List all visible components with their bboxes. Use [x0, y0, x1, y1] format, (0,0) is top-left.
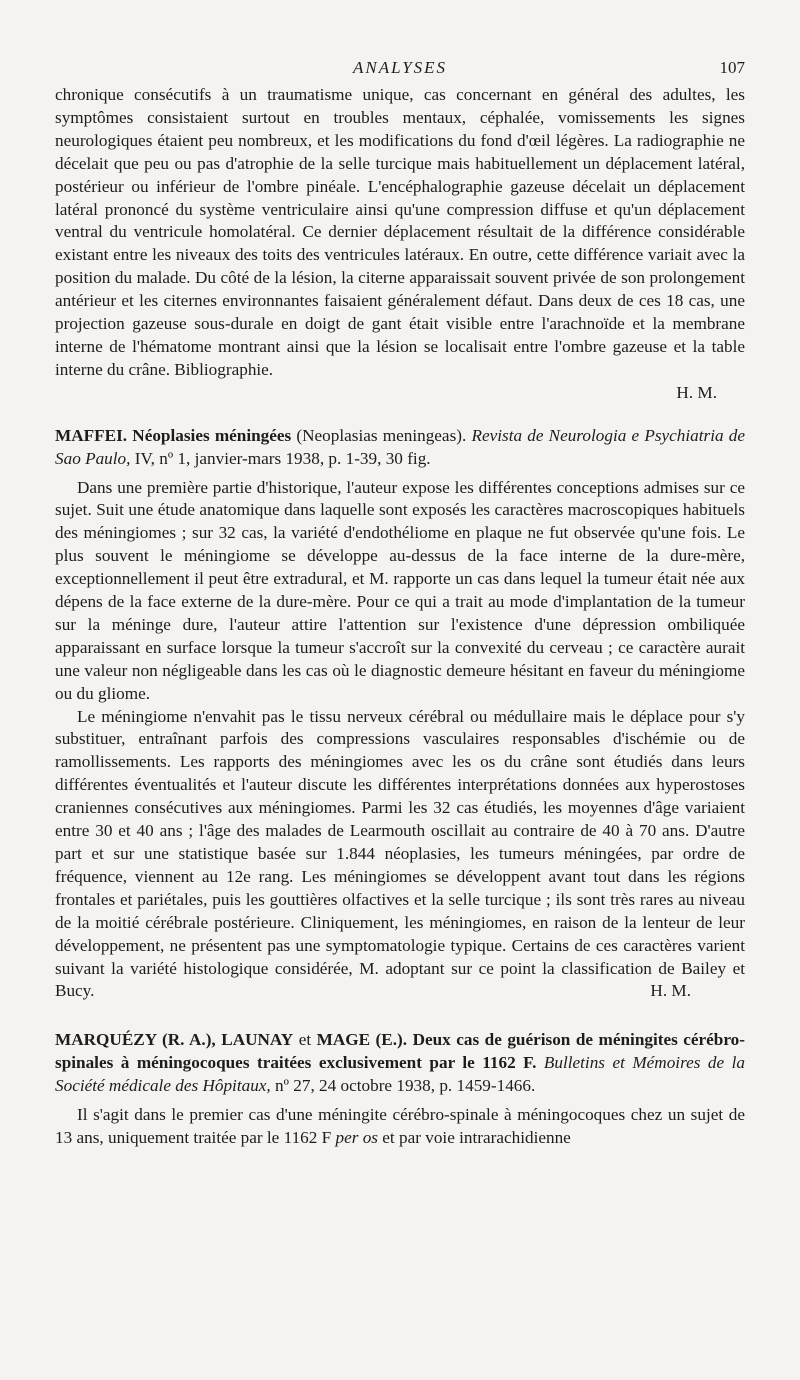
review-title: Deux cas de guérison de méningites cérébro-spinales à méningocoques traitées exclusivement par le 1162 F. — [55, 1030, 745, 1073]
review-paragraph-start: Il s'agit dans le premier cas d'une méningite cérébro-spinale à méningocoques chez un sujet de 13 ans, uniquement traitée par le 1162 F — [55, 1105, 745, 1147]
page-number: 107 — [719, 58, 745, 77]
review-maffei — [55, 425, 745, 1004]
review-signature: H. M. — [650, 981, 691, 1001]
review-signature: H. M. — [676, 382, 717, 402]
review-continued — [55, 84, 745, 405]
review-title-translation: (Neoplasias meningeas). — [296, 425, 467, 445]
review-journal: Bulletins et Mémoires de la Société médicale des Hôpitaux, — [55, 1053, 745, 1096]
review-journal: Revista de Neurologia e Psychiatria de Sao Paulo, — [55, 425, 746, 468]
review-paragraph-italic: per os — [335, 1127, 378, 1147]
page — [55, 58, 745, 1150]
running-head — [55, 58, 745, 84]
review-paragraph-end: et par voie intrarachidienne — [382, 1127, 571, 1147]
running-title: ANALYSES — [352, 58, 448, 77]
review-title: Néoplasies méningées — [132, 425, 292, 445]
review-author: MARQUÉZY (R. A.), — [55, 1030, 216, 1050]
review-heading — [55, 1029, 745, 1098]
review-citation: IV, nº 1, janvier-mars 1938, p. 1-39, 30 fig. — [134, 448, 431, 468]
review-paragraph — [55, 1104, 745, 1150]
review-author-conjunction: et — [298, 1030, 312, 1050]
review-paragraph-text: Le méningiome n'envahit pas le tissu nerveux cérébral ou médullaire mais le déplace pour s'y substituer, entraînant parfois des compressions vasculaires responsables d'ischémie ou de ramollissements. Les rapports des méningiomes avec les os du crâne sont étudiés dans leurs différentes éventualités et l'auteur discute les différentes interprétations données aux hyperostoses craniennes consécutives aux méningiomes. Parmi les 32 cas étudiés, les moyennes d'âge variaient entre 30 et 40 ans ; l'âge des malades de Learmouth oscillait au contraire de 40 à 70 ans. D'autre part et sur une statistique basée sur 1.844 néoplasies, les tumeurs méningées, par ordre de fréquence, viennent au 12e rang. Les méningiomes se développent avant tout dans les régions frontales et pariétales, puis les gouttières olfactives et la selle turcique ; ils sont très rares au niveau de la moitié cérébrale postérieure. Cliniquement, les méningiomes, en raison de la lenteur de leur développement, ne présentent pas une symptomatologie typique. Certains de ces caractères varient suivant la variété histologique considérée, M. adoptant sur ce point la classification de Bailey et Bucy. — [55, 706, 745, 1001]
review-author: MAGE (E.). — [316, 1030, 408, 1050]
review-heading — [55, 425, 745, 471]
review-marquezy — [55, 1029, 745, 1150]
review-author: LAUNAY — [221, 1030, 294, 1050]
review-author: MAFFEI. — [55, 425, 128, 445]
review-paragraph: Dans une première partie d'historique, l'auteur expose les différentes conceptions admises sur ce sujet. Suit une étude anatomique dans laquelle sont exposés les caractères macroscopiques habituels des méningiomes ; sur 32 cas, la variété d'endothéliome en plaque ne fut observée qu'une fois. Le plus souvent le méningiome se développe au-dessus de la face interne de la dure-mère, exceptionnellement il peut être extradural, et M. rapporte un cas dans lequel la tumeur était née aux dépens de la face externe de la dure-mère. Pour ce qui a trait au mode d'implantation de la tumeur sur la méninge dure, l'auteur attire l'attention sur l'existence d'une dépression ombiliquée apparaissant en surface lorsque la tumeur s'accroît sur la convexité du cerveau ; ce caractère aurait une valeur non négligeable dans les cas où le diagnostic demeure hésitant en faveur du méningiome ou du gliome. — [55, 477, 745, 703]
review-paragraph: chronique consécutifs à un traumatisme unique, cas concernant en général des adultes, les symptômes consistaient surtout en troubles mentaux, céphalée, vomissements les signes neurologiques étaient peu nombreux, et les modifications du fond d'œil légères. La radiographie ne décelait que peu ou pas d'atrophie de la selle turcique mais habituellement un déplacement latéral, postérieur ou inférieur de l'ombre pinéale. L'encéphalographie gazeuse décelait un déplacement latéral prononcé du système ventriculaire ainsi qu'une compression diffuse et qu'un déplacement ventral du ventricule homolatéral. Ce dernier déplacement résultait de la différence considérable existant entre les niveaux des toits des ventricules latéraux. En outre, cette différence variait avec la position du malade. Du côté de la lésion, la citerne apparaissait souvent privée de son prolongement antérieur et les citernes environnantes faisaient généralement défaut. Dans deux de ces 18 cas, une projection gazeuse sous-durale en doigt de gant était visible entre l'arachnoïde et la membrane interne de l'hématome montrant ainsi que la lésion se localisait entre l'ombre gazeuse et la table interne du crâne. Bibliographie. — [55, 85, 745, 379]
review-citation: nº 27, 24 octobre 1938, p. 1459-1466. — [275, 1076, 536, 1096]
review-paragraph — [55, 706, 745, 1004]
